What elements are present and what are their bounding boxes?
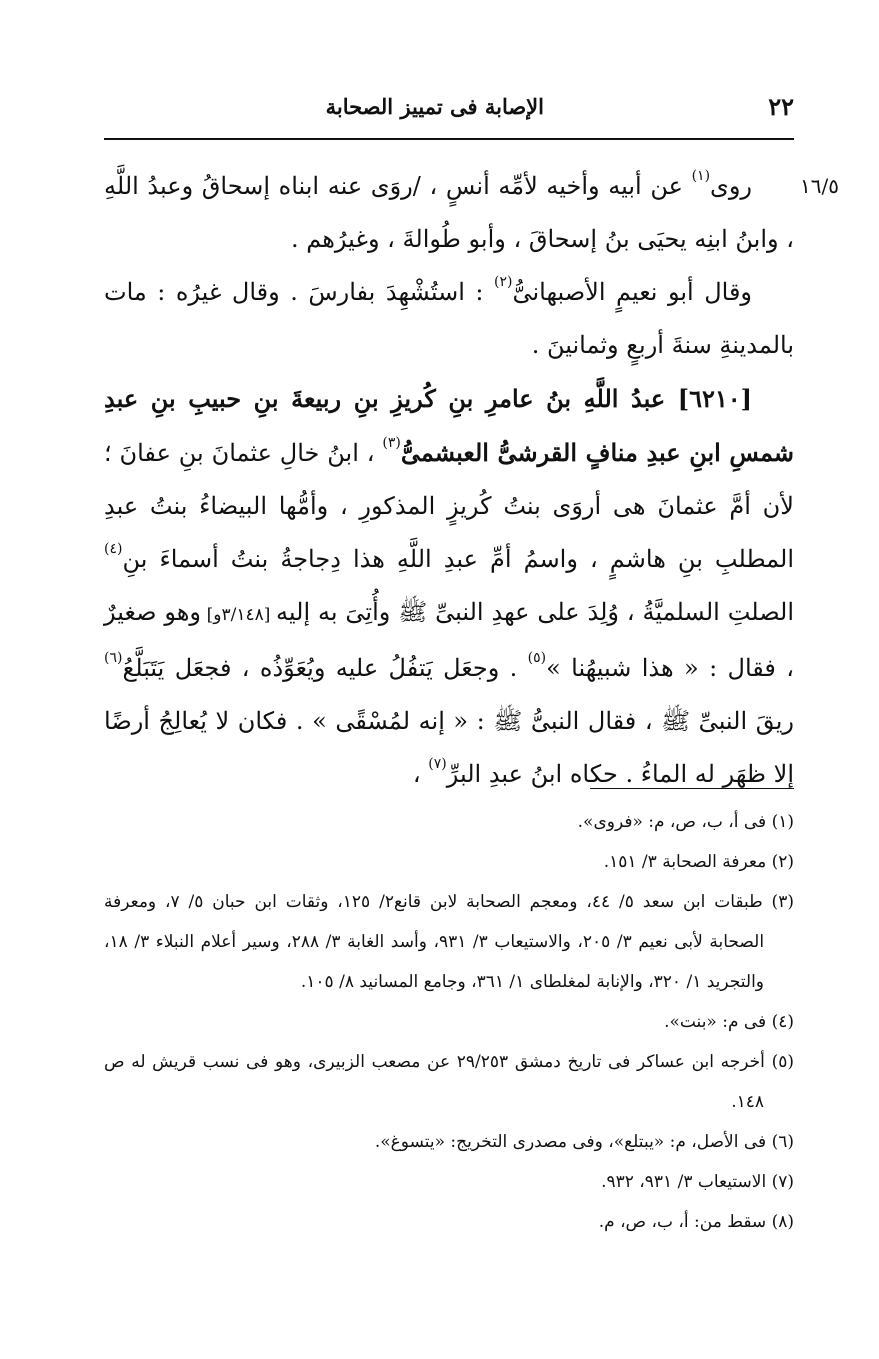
paragraph-death: [104, 266, 794, 372]
page-header: [104, 92, 794, 136]
footnote-marker[interactable]: (٣): [382, 435, 401, 451]
header-rule: [104, 138, 794, 140]
footnote-1: (١) فى أ، ب، ص، م: «فروى».: [577, 812, 794, 832]
footnote-marker[interactable]: (٤): [104, 541, 123, 557]
text-run: وهو صغيرٌ ، فقال : « هذا شبيهُنا »: [104, 598, 794, 682]
page-number: ٢٢: [768, 92, 794, 121]
footnote-marker[interactable]: (٧): [428, 756, 447, 772]
text-run: روى: [710, 172, 752, 200]
footnote-marker[interactable]: (٥): [527, 650, 547, 666]
footnote-separator: [590, 788, 794, 789]
text-run: ، ابنُ خالِ عثمانَ بنِ عفانَ ؛ لأن أمَّ عثمانَ هى أروَى بنتُ كُريزٍ المذكورِ ، وأمُّها البيضاءُ بنتُ عبدِ المطلبِ بنِ هاشمٍ ، واسمُ أمِّ عبدِ اللَّهِ هذا دِجاجةُ بنتُ أسماءَ بنِ: [104, 439, 794, 573]
footnote-7: (٧) الاستيعاب ٣/ ٩٣١، ٩٣٢.: [601, 1172, 794, 1192]
footnote-marker[interactable]: (٦): [104, 650, 123, 666]
text-run: عن أبيه وأخيه لأمِّه أنسٍ ، /روَى عنه ابناه إسحاقُ وعبدُ اللَّهِ ، وابنُ ابنِه يحيَى بنُ إسحاقَ ، وأبو طُوالةَ ، وغيرُهم .: [104, 172, 794, 253]
footnote-4: (٤) فى م: «بنت».: [664, 1012, 794, 1032]
footnote-5: (٥) أخرجه ابن عساكر فى تاريخ دمشق ٢٩/٢٥٣ عن مصعب الزبيرى، وهو فى نسب قريش له ص ١٤٨.: [104, 1052, 794, 1112]
footnote-6: (٦) فى الأصل، م: «يبتلع»، وفى مصدرى التخريج: «يتسوغ».: [374, 1132, 794, 1152]
entry-heading: [٦٢١٠] عبدُ اللَّهِ بنُ عامرِ بنِ كُريزِ بنِ ربيعةَ بنِ حبيبِ بنِ عبدِ شمسِ ابنِ عبدِ منافٍ القرشىُّ العبشمىُّ: [104, 384, 794, 467]
text-run: : استُشْهِدَ بفارسَ . وقال غيرُه : مات بالمدينةِ سنةَ أربعٍ وثمانينَ .: [104, 278, 794, 359]
margin-reference: ١٦/٥: [800, 174, 839, 198]
text-run: الصلتِ السلميَّةُ ، وُلِدَ على عهدِ النبىِّ ﷺ وأُتِىَ به إليه: [276, 598, 794, 626]
footnotes: [104, 802, 794, 1242]
main-text: [104, 160, 794, 801]
running-title: الإصابة فى تمييز الصحابة: [325, 94, 544, 119]
text-run: ،: [412, 760, 429, 788]
text-run: . وجعَل يَتفُلُ عليه ويُعَوِّذُه ، فجعَل يَتَبَلَّعُ: [122, 654, 528, 682]
footnote-3: (٣) طبقات ابن سعد ٥/ ٤٤، ومعجم الصحابة لابن قانع٢/ ١٢٥، وثقات ابن حبان ٥/ ٧، ومعرفة الصحابة لأبى نعيم ٣/ ٢٠٥، والاستيعاب ٣/ ٩٣١، وأسد الغابة ٣/ ٢٨٨، وسير أعلام النبلاء ٣/ ١٨، والتجريد ١/ ٣٢٠، والإنابة لمغلطاى ١/ ٣٦١، وجامع المسانيد ٨/ ١٠٥.: [104, 892, 794, 992]
entry-6210: [104, 372, 794, 801]
paragraph-narrators: [104, 160, 794, 266]
folio-reference: [٣/١٤٨و]: [200, 605, 277, 625]
text-run: ريقَ النبىِّ ﷺ ، فقال النبىُّ ﷺ : « إنه لمُسْقًى » . فكان لا يُعالِجُ أرضًا إلا ظهَر له الماءُ . حكاه ابنُ عبدِ البرِّ: [104, 707, 794, 788]
text-run: وقال أبو نعيمٍ الأصبهانىُّ: [512, 278, 752, 306]
footnote-2: (٢) معرفة الصحابة ٣/ ١٥١.: [603, 852, 794, 872]
footnote-8: (٨) سقط من: أ، ب، ص، م.: [598, 1212, 794, 1232]
footnote-marker[interactable]: (١): [691, 168, 711, 184]
footnote-marker[interactable]: (٢): [494, 274, 513, 290]
